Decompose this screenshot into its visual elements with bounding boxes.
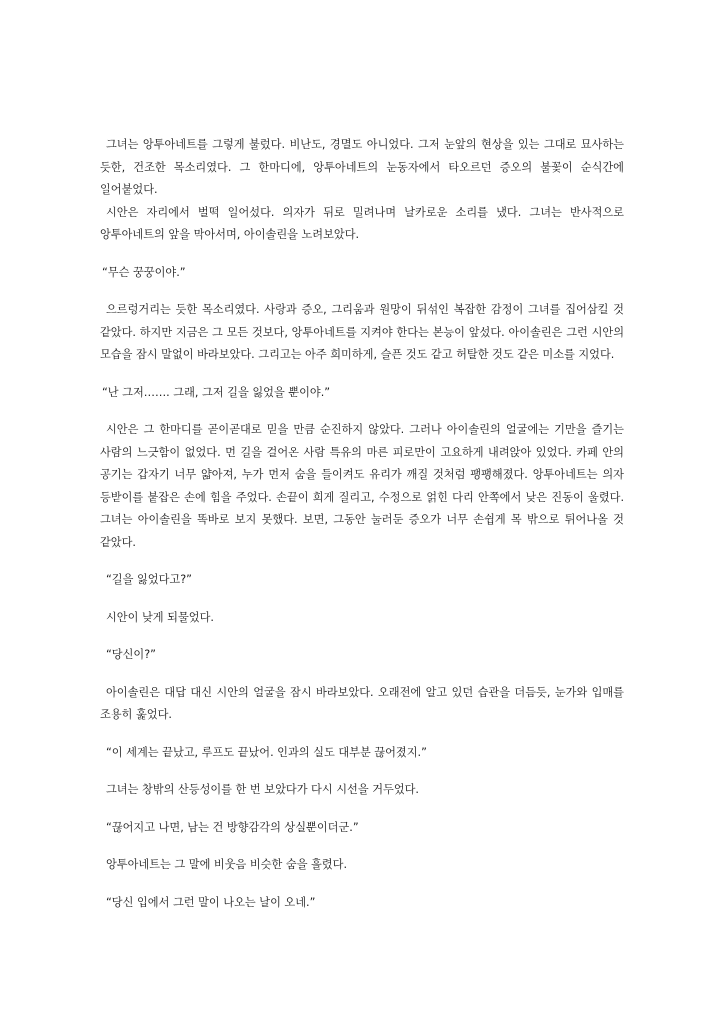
paragraph-gap xyxy=(100,667,624,682)
dialogue-line: “끊어지고 나면, 남는 건 방향감각의 상실뿐이더군.” xyxy=(106,820,359,834)
dialogue-line: “길을 잃었다고?” xyxy=(106,573,192,586)
paragraph: 시안은 그 한마디를 곧이곧대로 믿을 만큼 순진하지 않았다. 그러나 아이솔린의 얼굴에는 기만을 즐기는 사람의 느긋함이 없었다. 먼 길을 걸어온 사람 특유의 마른 피로만이 고요하게 내려앉아 있었다. 카페 안의 공기는 갑자기 너무 얇아져, 누가 먼저 숨을 들이켜도 유리가 깨질 것처럼 팽팽해졌다. 앙투아네트는 의자 등받이를 붙잡은 손에 힘을 주었다. 손끝이 희게 질리고, 수정으로 얽힌 다리 안쪽에서 낮은 진동이 울렸다. 그녀는 아이솔린을 똑바로 보지 못했다. 보면, 그동안 눌러둔 증오가 너무 손쉽게 목 밖으로 튀어나올 것 같았다. xyxy=(100,423,624,549)
dialogue-line: “이 세계는 끝났고, 루프도 끝났어. 인과의 실도 대부분 끊어졌지.” xyxy=(106,745,427,759)
paragraph: 앙투아네트는 그 말에 비웃음 비슷한 숨을 흘렸다. xyxy=(106,858,348,871)
paragraph: 그녀는 창밖의 산등성이를 한 번 보았다가 다시 시선을 거두었다. xyxy=(106,783,419,796)
paragraph-gap xyxy=(100,404,624,419)
dialogue-line: “무슨 꿍꿍이야.” xyxy=(102,265,186,279)
paragraph-gap xyxy=(100,367,624,382)
paragraph: 아이솔린은 대답 대신 시안의 얼굴을 잠시 바라보았다. 오래전에 알고 있던 습관을 더듬듯, 눈가와 입매를 조용히 훑었다. xyxy=(100,685,624,721)
paragraph-gap xyxy=(100,554,624,569)
paragraph: 시안이 낮게 되물었다. xyxy=(106,610,214,624)
paragraph-gap xyxy=(100,247,624,262)
paragraph-gap xyxy=(100,727,624,742)
document-page xyxy=(100,134,624,914)
dialogue-line: “난 그저……. 그래, 그저 길을 잃었을 뿐이야.” xyxy=(102,385,331,399)
paragraph-gap xyxy=(100,764,624,779)
paragraph-gap xyxy=(100,877,624,892)
paragraph-gap xyxy=(100,629,624,644)
paragraph-gap xyxy=(100,802,624,817)
dialogue-line: “당신이?” xyxy=(106,648,156,661)
paragraph-gap xyxy=(100,839,624,854)
paragraph: 시안은 자리에서 벌떡 일어섰다. 의자가 뒤로 밀려나며 날카로운 소리를 냈다. 그녀는 반사적으로 앙투아네트의 앞을 막아서며, 아이솔린을 노려보았다. xyxy=(100,205,624,241)
dialogue-line: “당신 입에서 그런 말이 나오는 날이 오네.” xyxy=(106,895,316,909)
paragraph: 그녀는 앙투아네트를 그렇게 불렀다. 비난도, 경멸도 아니었다. 그저 눈앞의 현상을 있는 그대로 묘사하는 듯한, 건조한 목소리였다. 그 한마디에, 앙투아네트의 눈동자에서 타오르던 증오의 불꽃이 순식간에 일어붙었다. xyxy=(100,138,624,196)
paragraph-gap xyxy=(100,284,624,299)
paragraph: 으르렁거리는 듯한 목소리였다. 사랑과 증오, 그리움과 원망이 뒤섞인 복잡한 감정이 그녀를 집어삼킬 것 같았다. 하지만 지금은 그 모든 것보다, 앙투아네트를 지켜야 한다는 본능이 앞섰다. 아이솔린은 그런 시안의 모습을 잠시 말없이 바라보았다. 그리고는 아주 희미하게, 슬픈 것도 같고 허탈한 것도 같은 미소를 지었다. xyxy=(100,303,624,361)
paragraph-gap xyxy=(100,592,624,607)
